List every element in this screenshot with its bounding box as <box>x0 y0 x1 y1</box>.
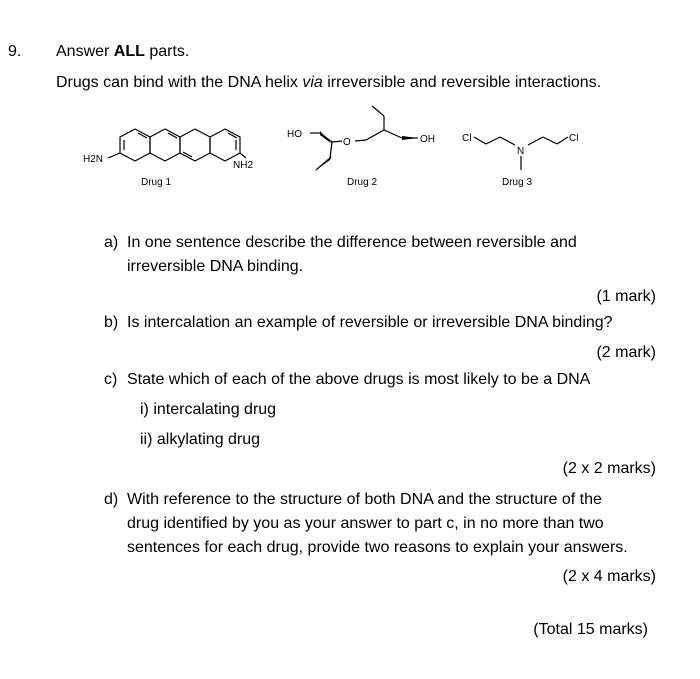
part-a-marks: (1 mark) <box>596 288 656 305</box>
part-d-line2: drug identified by you as your answer to part c, in no more than two <box>127 515 604 532</box>
drug2-oh-label: OH <box>420 134 435 145</box>
part-a-letter: a) <box>104 234 119 251</box>
question-intro: Answer ALL parts. <box>56 43 190 60</box>
drug2-ho-label: HO <box>287 129 302 140</box>
part-c-letter: c) <box>104 371 118 388</box>
part-b-text: Is intercalation an example of reversible or irreversible DNA binding? <box>127 314 613 331</box>
part-a-line2: irreversible DNA binding. <box>127 258 304 275</box>
drug1-structure <box>108 129 246 161</box>
part-d-line1: With reference to the structure of both DNA and the structure of the <box>127 491 602 508</box>
drug1-caption: Drug 1 <box>141 177 172 188</box>
question-stem: Drugs can bind with the DNA helix via irreversible and reversible interactions. <box>56 74 602 91</box>
part-c-marks: (2 x 2 marks) <box>562 460 656 477</box>
part-d-marks: (2 x 4 marks) <box>562 568 656 585</box>
drug2-o-label: O <box>343 137 351 148</box>
drug3-caption: Drug 3 <box>502 177 533 188</box>
part-a-line1: In one sentence describe the difference between reversible and <box>127 234 577 251</box>
part-c-sub2: ii) alkylating drug <box>140 431 261 448</box>
drug3-cl-left: Cl <box>462 133 472 144</box>
part-b-marks: (2 mark) <box>596 344 656 361</box>
drug2-wedge-3 <box>402 136 418 140</box>
total-marks: (Total 15 marks) <box>533 621 648 638</box>
drug-structures-figure <box>0 0 700 200</box>
drug1-left-group: H2N <box>83 154 104 165</box>
drug3-cl-right: Cl <box>569 133 579 144</box>
question-number: 9. <box>8 43 22 60</box>
drug1-right-group: NH2 <box>233 160 254 171</box>
drug2-wedge-1 <box>320 131 332 144</box>
part-d-line3: sentences for each drug, provide two reasons to explain your answers. <box>127 539 628 556</box>
part-c-sub1: i) intercalating drug <box>140 401 277 418</box>
part-b-letter: b) <box>104 314 119 331</box>
drug3-n-label: N <box>517 146 525 157</box>
part-d-letter: d) <box>104 491 119 508</box>
part-c-text: State which of each of the above drugs is most likely to be a DNA <box>127 371 591 388</box>
drug2-caption: Drug 2 <box>347 177 378 188</box>
